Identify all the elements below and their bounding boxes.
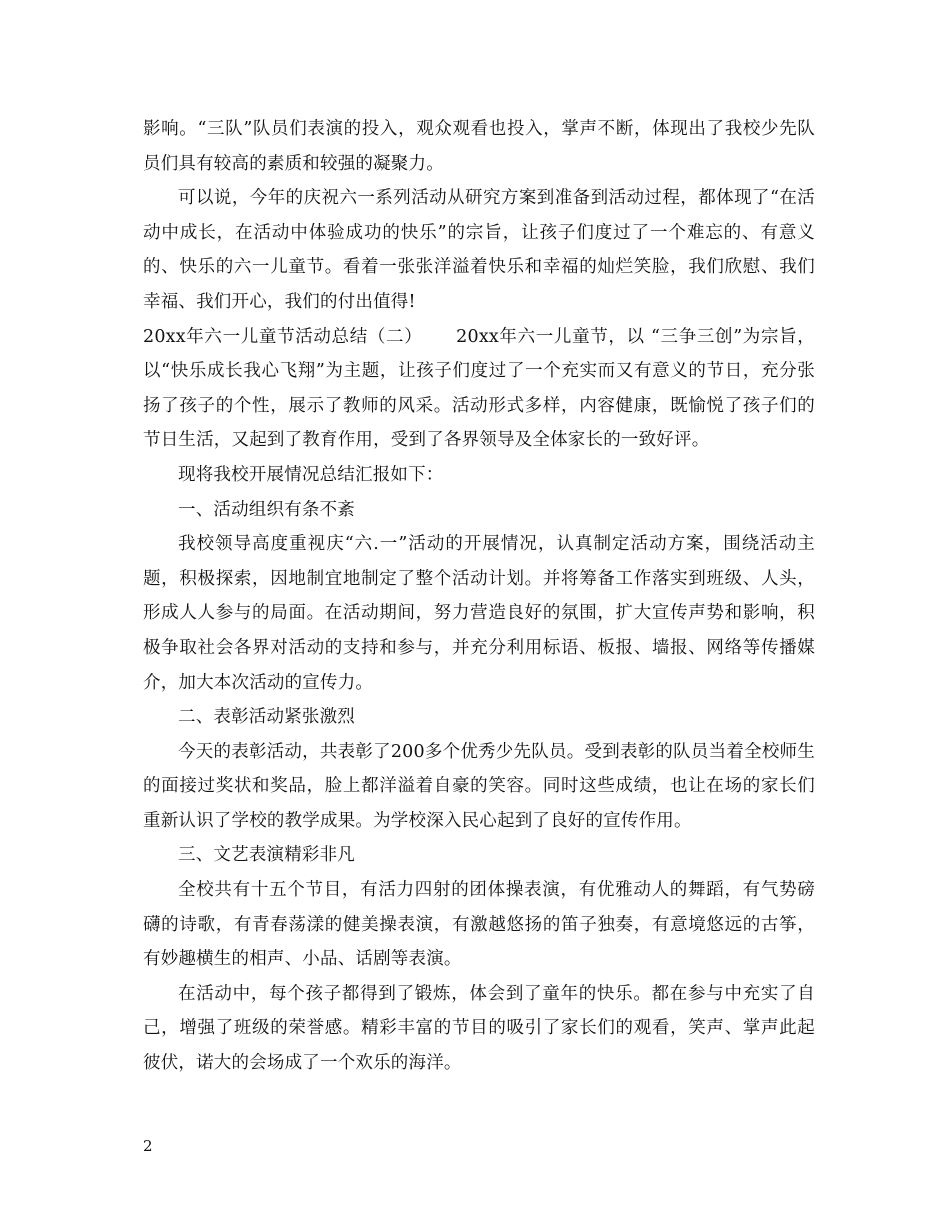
paragraph: 今天的表彰活动，共表彰了200多个优秀少先队员。受到表彰的队员当着全校师生的面接过奖状和奖品，脸上都洋溢着自豪的笑容。同时这些成绩，也让在场的家长们重新认识了学校的教学成果。为学校深入民心起到了良好的宣传作用。 bbox=[143, 741, 815, 831]
page-number: 2 bbox=[143, 1137, 153, 1155]
paragraph: 我校领导高度重视庆“六.一”活动的开展情况，认真制定活动方案，围绕活动主题，积极探索，因地制宜地制定了整个活动计划。并将筹备工作落实到班级、人头，形成人人参与的局面。在活动期间，努力营造良好的氛围，扩大宣传声势和影响，积极争取社会各界对活动的支持和参与，并充分利用标语、板报、墙报、网络等传播媒介，加大本次活动的宣传力。 bbox=[143, 534, 815, 693]
section-heading: 一、活动组织有条不紊 bbox=[178, 499, 355, 520]
section-heading: 二、表彰活动紧张激烈 bbox=[178, 707, 355, 728]
paragraph: 影响。“三队”队员们表演的投入，观众观看也投入，掌声不断，体现出了我校少先队员们具有较高的素质和较强的凝聚力。 bbox=[143, 119, 815, 174]
body-text bbox=[143, 112, 815, 1081]
paragraph: 全校共有十五个节目，有活力四射的团体操表演，有优雅动人的舞蹈，有气势磅礴的诗歌，有青春荡漾的健美操表演，有激越悠扬的笛子独奏，有意境悠远的古筝，有妙趣横生的相声、小品、话剧等表演。 bbox=[143, 880, 815, 970]
paragraph: 现将我校开展情况总结汇报如下： bbox=[178, 464, 444, 485]
paragraph: 可以说，今年的庆祝六一系列活动从研究方案到准备到活动过程，都体现了“在活动中成长，在活动中体验成功的快乐”的宗旨，让孩子们度过了一个难忘的、有意义的、快乐的六一儿童节。看着一张张洋溢着快乐和幸福的灿烂笑脸，我们欣慰、我们幸福、我们开心，我们的付出值得! bbox=[143, 188, 815, 312]
paragraph: 20xx年六一儿童节活动总结（二） 20xx年六一儿童节，以 “三争三创”为宗旨，以“快乐成长我心飞翔”为主题，让孩子们度过了一个充实而又有意义的节日，充分张扬了孩子的个性，展示了教师的风采。活动形式多样，内容健康，既愉悦了孩子们的节日生活，又起到了教育作用，受到了各界领导及全体家长的一致好评。 bbox=[143, 326, 815, 451]
paragraph: 在活动中，每个孩子都得到了锻炼，体会到了童年的快乐。都在参与中充实了自己，增强了班级的荣誉感。精彩丰富的节目的吸引了家长们的观看，笑声、掌声此起彼伏，诺大的会场成了一个欢乐的海洋。 bbox=[143, 983, 815, 1074]
section-heading: 三、文艺表演精彩非凡 bbox=[178, 845, 355, 866]
